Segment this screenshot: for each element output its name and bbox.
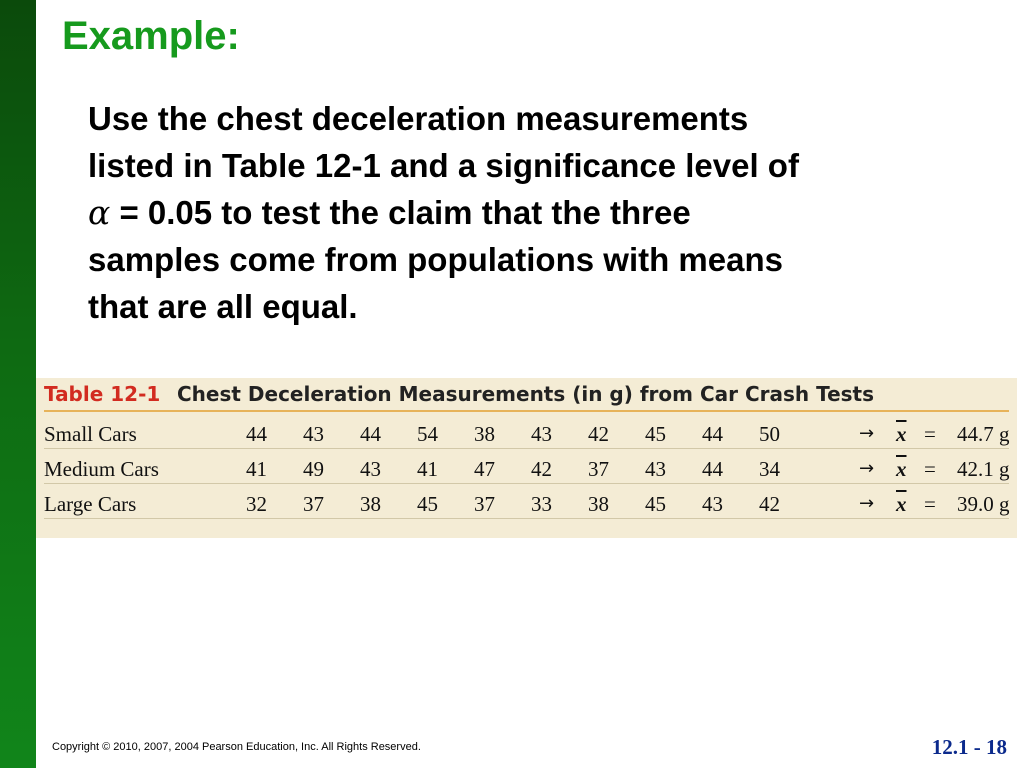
row-label: Small Cars (44, 422, 137, 446)
sidebar-bar (0, 0, 36, 768)
arrow-icon: → (859, 458, 875, 479)
table-header (44, 382, 1009, 412)
table-cell: 50 (759, 422, 780, 446)
slide-title: Example: (62, 14, 240, 58)
slide-number: 12.1 - 18 (931, 735, 1007, 759)
table-cell: 44 (360, 422, 381, 446)
table-row (44, 485, 1009, 519)
table-cell: 49 (303, 457, 324, 481)
table-cell: 43 (702, 492, 723, 516)
table-cell: 44 (246, 422, 267, 446)
table-cell: 34 (759, 457, 780, 481)
table-cell: 43 (531, 422, 552, 446)
paragraph-line (88, 189, 968, 236)
table-row (44, 450, 1009, 484)
sample-mean-symbol: $\overline{x}$ (896, 457, 907, 481)
table-cell: 43 (360, 457, 381, 481)
paragraph-line: Use the chest deceleration measurements (88, 100, 749, 137)
table-cell: 41 (246, 457, 267, 481)
equals-sign: = (924, 457, 936, 481)
table-cell: 45 (645, 492, 666, 516)
table-cell: 44 (702, 422, 723, 446)
table-cell: 42 (759, 492, 780, 516)
table-cell: 42 (531, 457, 552, 481)
sample-mean-symbol: $\overline{x}$ (896, 422, 907, 446)
sample-mean-symbol: $\overline{x}$ (896, 492, 907, 516)
row-mean: 39.0 g (957, 492, 1010, 516)
table-cell: 43 (645, 457, 666, 481)
table-number: Table 12-1 (44, 382, 161, 406)
row-mean: 44.7 g (957, 422, 1010, 446)
equals-sign: = (924, 492, 936, 516)
table-cell: 54 (417, 422, 438, 446)
alpha-symbol: α (88, 193, 111, 232)
data-table (36, 378, 1017, 538)
table-cell: 37 (303, 492, 324, 516)
arrow-icon: → (859, 423, 875, 444)
table-cell: 43 (303, 422, 324, 446)
table-cell: 38 (360, 492, 381, 516)
slide-paragraph (88, 95, 968, 330)
row-label: Large Cars (44, 492, 137, 516)
paragraph-line: samples come from populations with means (88, 241, 783, 278)
table-cell: 33 (531, 492, 552, 516)
table-caption: Chest Deceleration Measurements (in g) from Car Crash Tests (177, 382, 875, 406)
paragraph-line-rest: = 0.05 to test the claim that the three (110, 194, 691, 231)
table-cell: 41 (417, 457, 438, 481)
copyright-notice: Copyright © 2010, 2007, 2004 Pearson Education, Inc. All Rights Reserved. (52, 741, 421, 753)
table-cell: 45 (417, 492, 438, 516)
equals-sign: = (924, 422, 936, 446)
table-cell: 32 (246, 492, 267, 516)
paragraph-line: listed in Table 12-1 and a significance level of (88, 147, 799, 184)
arrow-icon: → (859, 493, 875, 514)
table-cell: 37 (588, 457, 609, 481)
table-cell: 38 (474, 422, 495, 446)
table-cell: 45 (645, 422, 666, 446)
table-cell: 37 (474, 492, 495, 516)
row-label: Medium Cars (44, 457, 159, 481)
table-cell: 44 (702, 457, 723, 481)
paragraph-line: that are all equal. (88, 288, 358, 325)
table-row (44, 415, 1009, 449)
row-mean: 42.1 g (957, 457, 1010, 481)
table-cell: 38 (588, 492, 609, 516)
table-cell: 47 (474, 457, 495, 481)
table-cell: 42 (588, 422, 609, 446)
